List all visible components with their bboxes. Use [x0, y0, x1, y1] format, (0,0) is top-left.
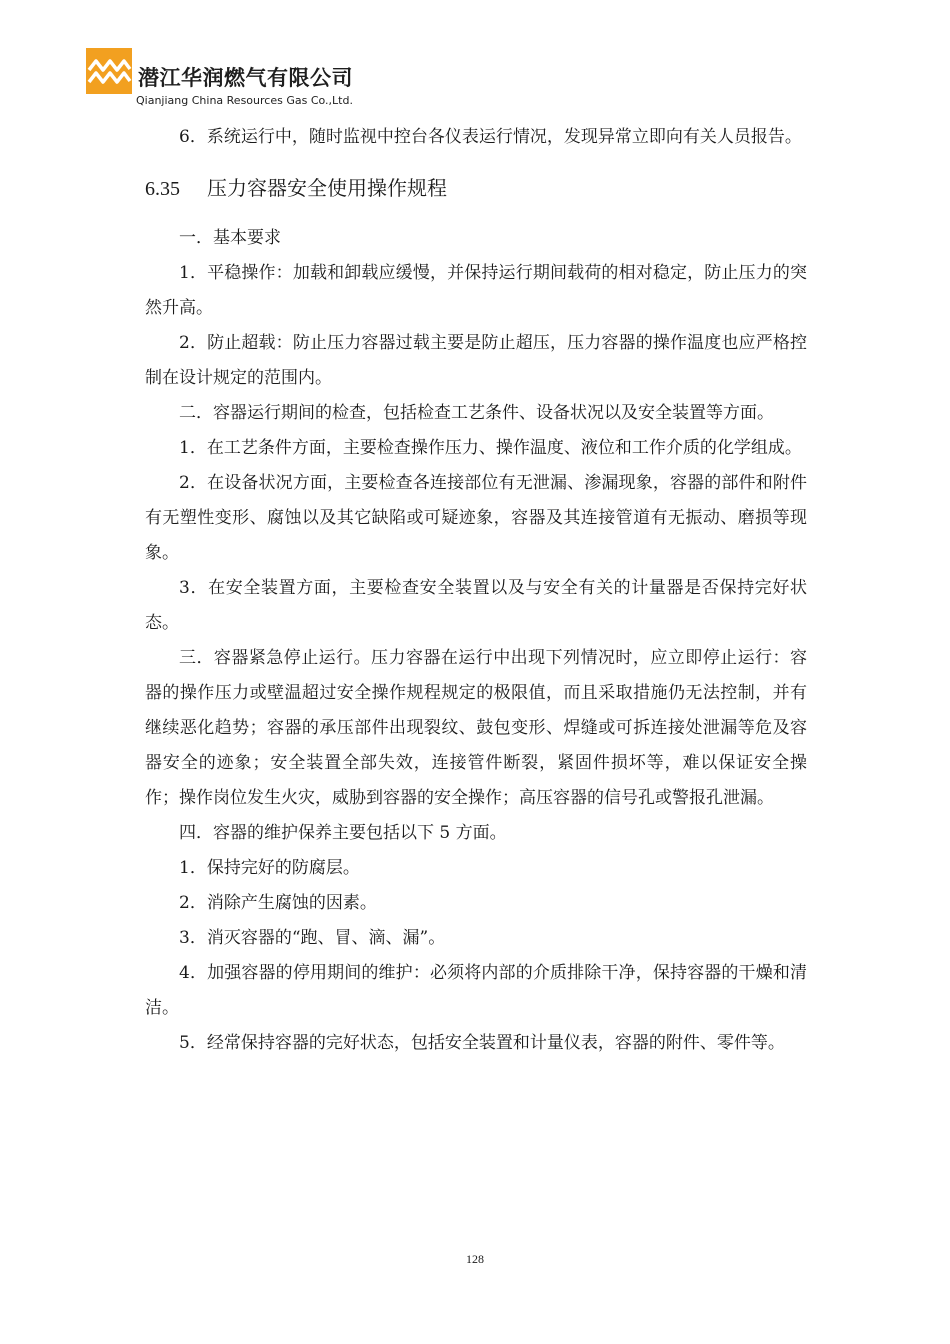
company-name-cn: 潜江华润燃气有限公司	[138, 66, 353, 90]
paragraph: 2．在设备状况方面，主要检查各连接部位有无泄漏、渗漏现象，容器的部件和附件有无塑性变形、腐蚀以及其它缺陷或可疑迹象，容器及其连接管道有无振动、磨损等现象。	[145, 473, 807, 563]
section-heading	[145, 171, 807, 205]
paragraph: 1．平稳操作：加载和卸载应缓慢，并保持运行期间载荷的相对稳定，防止压力的突然升高。	[145, 263, 807, 318]
paragraph: 2．消除产生腐蚀的因素。	[179, 893, 377, 913]
page-number: 128	[466, 1252, 484, 1266]
paragraph: 4．加强容器的停用期间的维护：必须将内部的介质排除干净，保持容器的干燥和清洁。	[145, 963, 807, 1018]
paragraph: 2．防止超载：防止压力容器过载主要是防止超压，压力容器的操作温度也应严格控制在设计规定的范围内。	[145, 333, 807, 388]
page-header	[86, 48, 406, 114]
document-body	[145, 120, 807, 1061]
paragraph: 3．在安全装置方面，主要检查安全装置以及与安全有关的计量器是否保持完好状态。	[145, 578, 807, 633]
company-name-en: Qianjiang China Resources Gas Co.,Ltd.	[136, 94, 353, 107]
paragraph: 1．在工艺条件方面，主要检查操作压力、操作温度、液位和工作介质的化学组成。	[179, 438, 802, 458]
section-number: 6.35	[145, 178, 180, 200]
paragraph: 二．容器运行期间的检查，包括检查工艺条件、设备状况以及安全装置等方面。	[179, 403, 774, 423]
paragraph: 四．容器的维护保养主要包括以下 5 方面。	[179, 823, 507, 843]
paragraph: 1．保持完好的防腐层。	[179, 858, 360, 878]
paragraph: 一．基本要求	[179, 228, 281, 248]
section-title: 压力容器安全使用操作规程	[207, 176, 447, 200]
company-logo-icon	[86, 48, 132, 94]
paragraph: 3．消灭容器的“跑、冒、滴、漏”。	[179, 928, 446, 948]
paragraph: 5．经常保持容器的完好状态，包括安全装置和计量仪表，容器的附件、零件等。	[179, 1033, 785, 1053]
paragraph: 6．系统运行中，随时监视中控台各仪表运行情况，发现异常立即向有关人员报告。	[179, 127, 802, 147]
paragraph: 三．容器紧急停止运行。压力容器在运行中出现下列情况时，应立即停止运行：容器的操作压力或壁温超过安全操作规程规定的极限值，而且采取措施仍无法控制，并有继续恶化趋势；容器的承压部件出现裂纹、鼓包变形、焊缝或可拆连接处泄漏等危及容器安全的迹象；安全装置全部失效，连接管件断裂，紧固件损坏等，难以保证安全操作；操作岗位发生火灾，威胁到容器的安全操作；高压容器的信号孔或警报孔泄漏。	[145, 648, 807, 808]
